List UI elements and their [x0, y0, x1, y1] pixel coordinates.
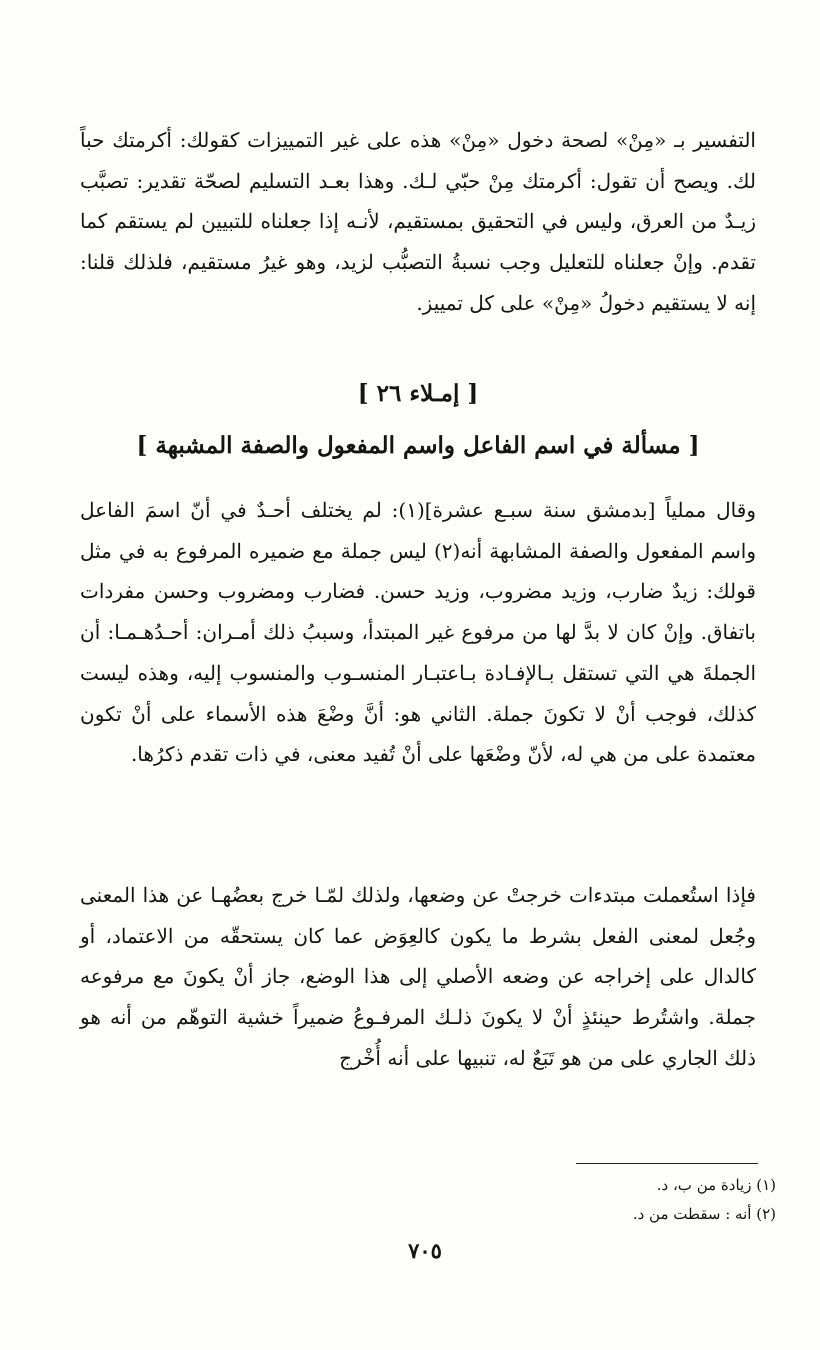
footnote-1: (١) زيادة من ب، د. — [656, 1176, 776, 1194]
paragraph-continuation: فإذا استُعملت مبتدءات خرجتْ عن وضعها، ولذلك لمّـا خرج بعضُهـا عن هذا المعنى وجُعل لمعنى الفعل بشرط ما يكون كالعِوَض عما كان يستحقّه من الاعتماد، أو كالدال على إخراجه عن وضعه الأصلي إلى هذا الوضع، جاز أنْ يكونَ مع مرفوعه جملة. واشتُرط حينئذٍ أنْ لا يكونَ ذلـك المرفـوعُ ضميراً خشية التوهّم من أنه هو ذلك الجاري على من هو تَبَعٌ له، تنبيها على أنه أُخْرج — [80, 883, 756, 1070]
footnote-2: (٢) أنه : سقطت من د. — [632, 1205, 776, 1223]
footnotes — [400, 1171, 776, 1229]
paragraph-tafsir: التفسير بـ «مِنْ» لصحة دخول «مِنْ» هذه على غير التمييزات كقولك: أكرمتك حباً لك. ويصح أن تقول: أكرمتك مِنْ حبّي لـك. وهذا بعـد التسليم لصحّة تقدير: تصبَّب زيـدٌ من العرق، وليس في التحقيق بمستقيم، لأنـه إذا جعلناه للتبيين لم يستقم كما تقدم. وإنْ جعلناه للتعليل وجب نسبةُ التصبُّب لزيد، وهو غيرُ مستقيم، فلذلك قلنا: إنه لا يستقيم دخولُ «مِنْ» على كل تمييز. — [80, 128, 756, 315]
section-heading-masala: [ مسألة في اسم الفاعل واسم المفعول والصفة المشبهة ] — [136, 432, 700, 459]
footnote-divider — [576, 1163, 758, 1164]
page-number: ٧٠٥ — [408, 1238, 442, 1263]
paragraph-dictation: وقال مملياً [بدمشق سنة سبـع عشرة](١): لم يختلف أحـدٌ في أنّ اسمَ الفاعل واسم المفعول والصفة المشابهة أنه(٢) ليس جملة مع ضميره المرفوع به في مثل قولك: زيدٌ ضارب، وزيد مضروب، وزيد حسن. فضارب ومضروب وحسن مفردات باتفاق. وإنْ كان لا بدَّ لها من مرفوع غير المبتدأ، وسببُ ذلك أمـران: أحـدُهـمـا: أن الجملةَ هي التي تستقل بـالإفـادة بـاعتبـار المنسـوب والمنسوب إليه، وهذه ليست كذلك، فوجب أنْ لا تكونَ جملة. الثاني هو: أنَّ وضْعَ هذه الأسماء على أنْ تكون معتمدة على من هي له، لأنّ وضْعَها على أنْ تُفيد معنى، في ذات تقدم ذكرُها. — [80, 498, 756, 767]
section-heading-imla: [ إمـلاء ٢٦ ] — [357, 380, 479, 407]
